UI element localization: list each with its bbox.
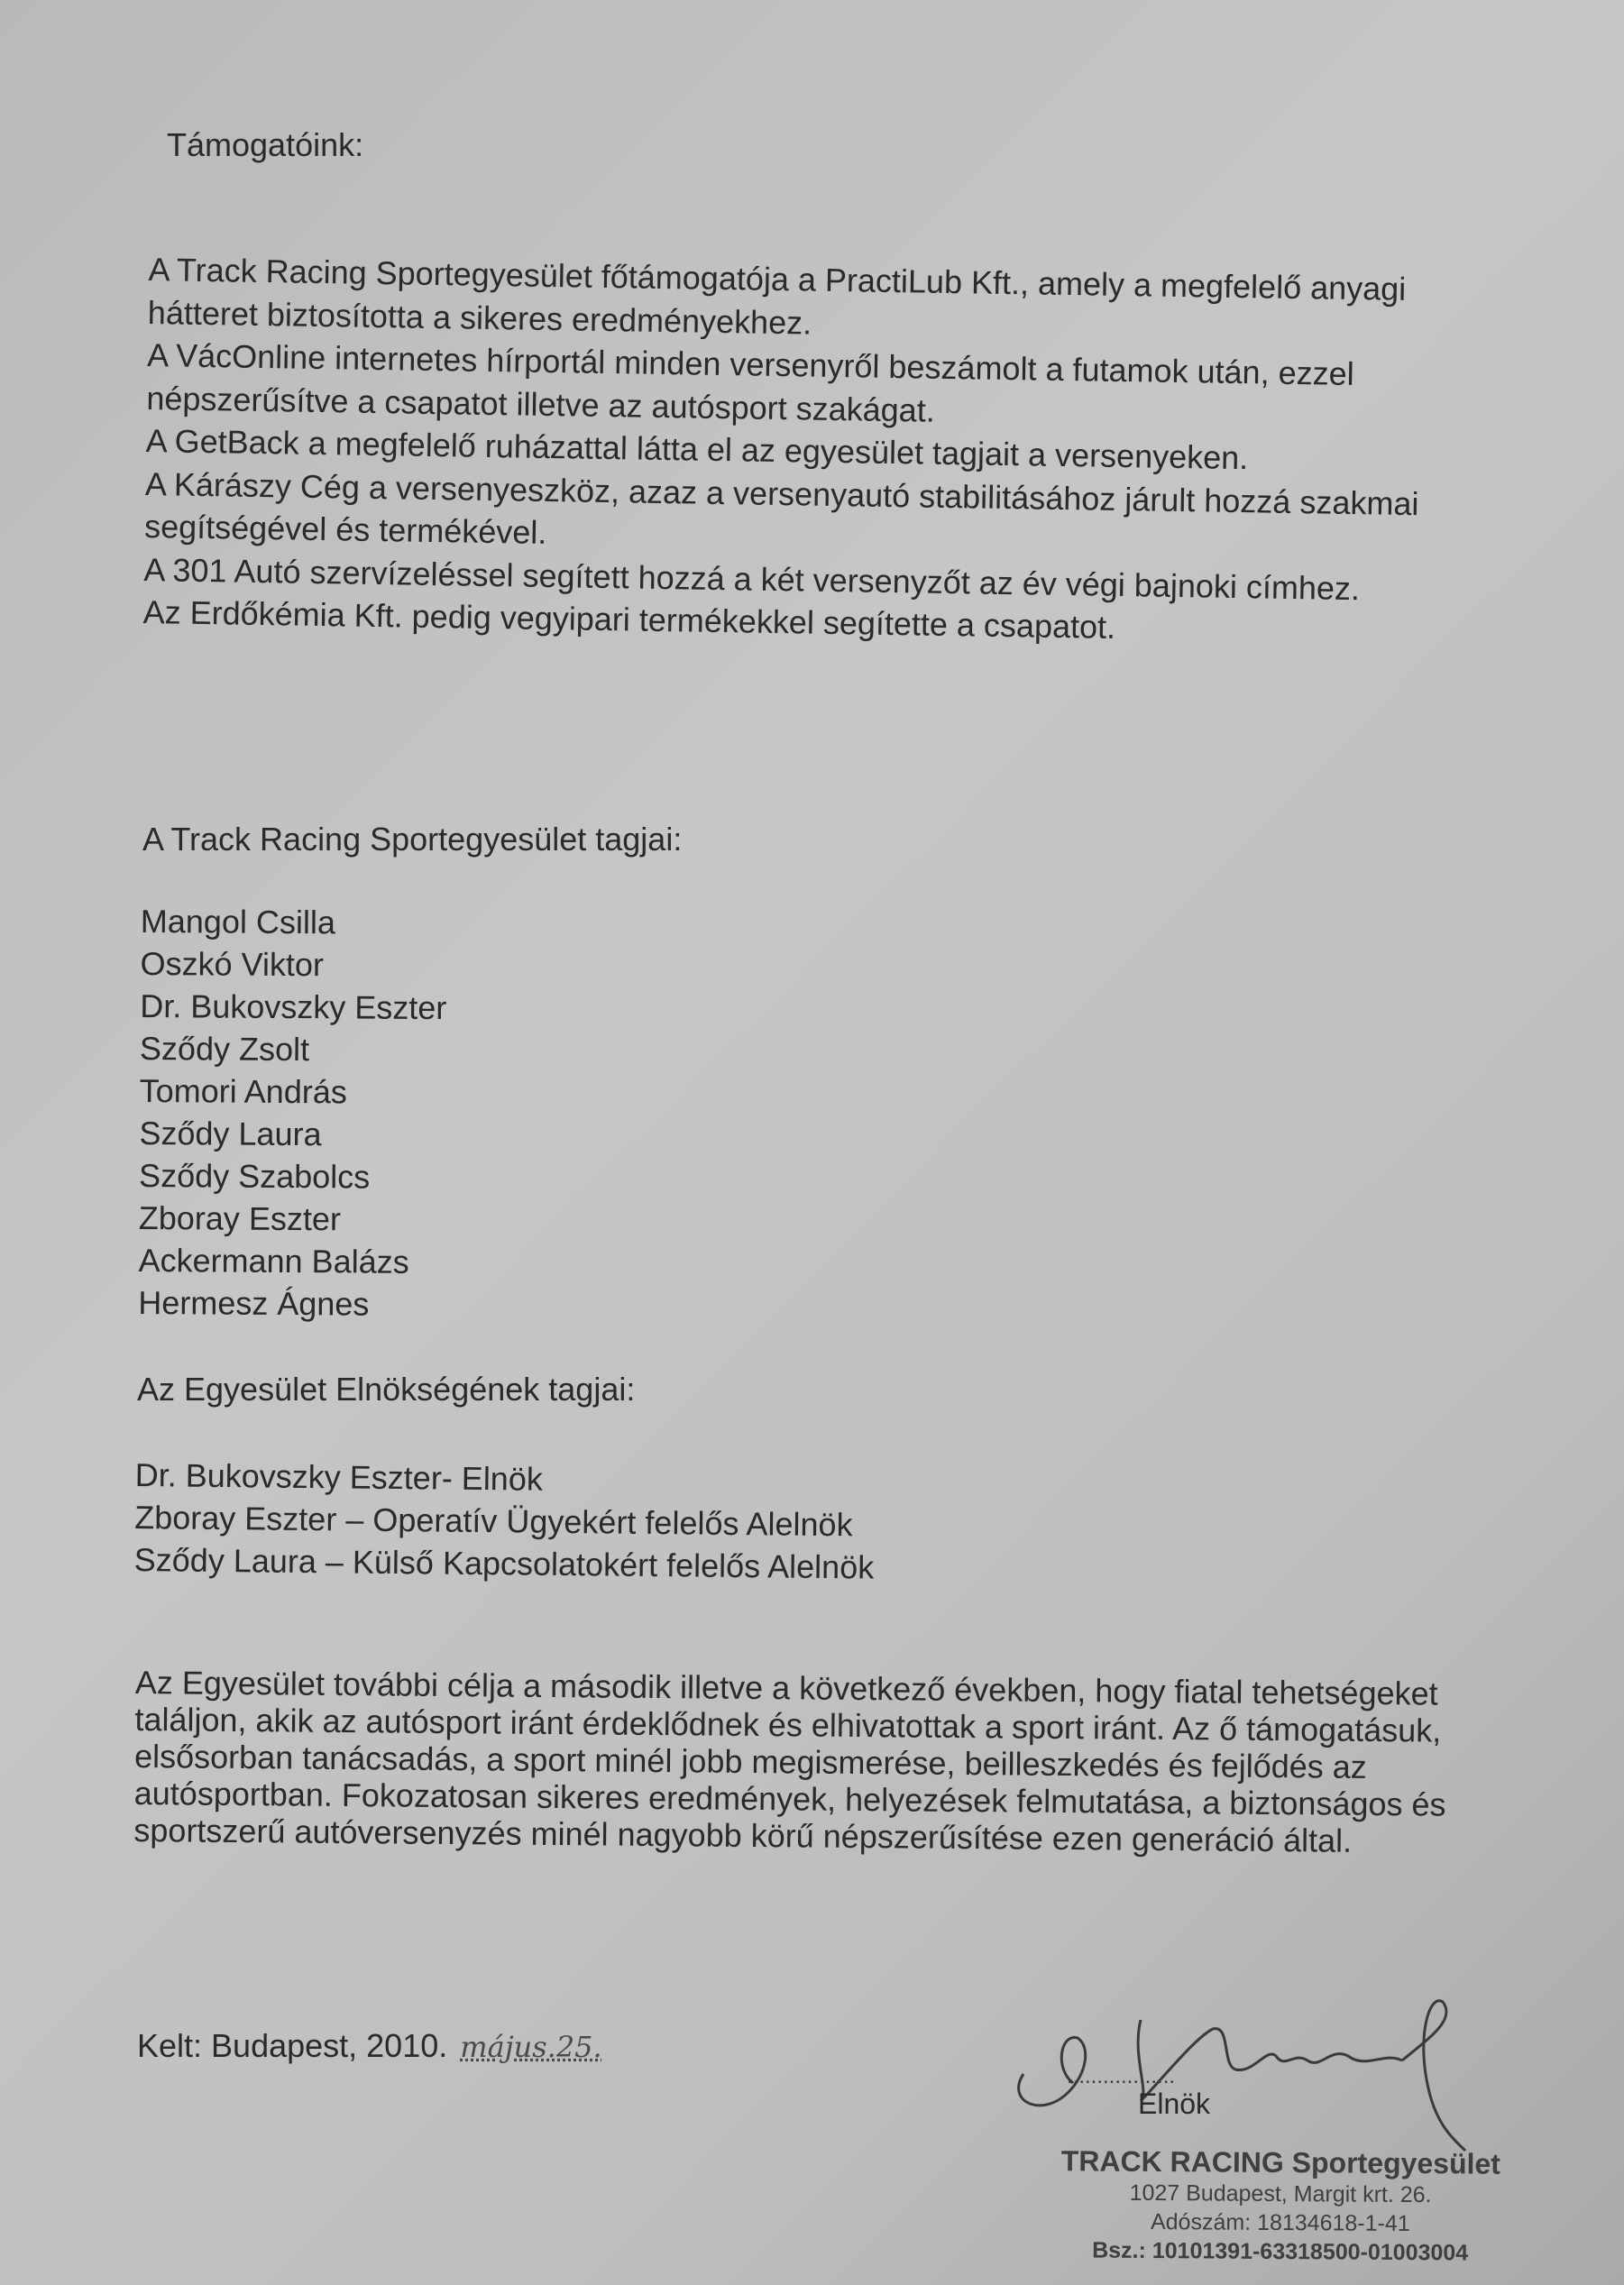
stamp-org-name: TRACK RACING Sportegyesület — [1060, 2144, 1501, 2180]
member-item: Sződy Laura — [139, 1114, 322, 1153]
stamp-tax-number: Adószám: 18134618-1-41 — [1150, 2208, 1410, 2237]
organization-stamp — [1028, 2144, 1534, 2268]
board-member-item: Zboray Eszter – Operatív Ügyekért felelős Alelnök — [134, 1498, 853, 1544]
member-item: Sződy Szabolcs — [139, 1156, 371, 1196]
board-member-item: Dr. Bukovszky Eszter- Elnök — [134, 1455, 544, 1498]
board-heading: Az Egyesület Elnökségének tagjai: — [137, 1371, 636, 1408]
member-item: Oszkó Viktor — [140, 944, 325, 984]
member-item: Zboray Eszter — [138, 1198, 342, 1238]
sponsor-paragraph: A Kárászy Cég a versenyeszköz, azaz a versenyautó stabilitásához járult hozzá szakmai segítségével és termékével. — [143, 464, 1419, 552]
board-member-item: Sződy Laura – Külső Kapcsolatokért felelős Alelnök — [133, 1540, 875, 1586]
dated-label: Kelt: Budapest, 2010. — [137, 2027, 448, 2064]
sponsors-section — [142, 248, 1465, 655]
signature-role: Elnök — [1138, 2088, 1211, 2120]
sponsor-paragraph: A VácOnline internetes hírportál minden versenyről beszámolt a futamok után, ezzel népszerűsítve a csapatot illetve az autósport szakágat. — [146, 336, 1354, 429]
members-list — [138, 900, 447, 1326]
dated-line — [137, 2027, 602, 2065]
board-list — [134, 1454, 876, 1589]
member-item: Sződy Zsolt — [139, 1029, 310, 1069]
sponsor-paragraph: A 301 Autó szervízeléssel segített hozzá a két versenyzőt az év végi bajnoki címhez. — [143, 550, 1361, 607]
members-heading: A Track Racing Sportegyesület tagjai: — [142, 821, 683, 858]
sponsors-heading: Támogatóink: — [167, 126, 364, 163]
sponsor-paragraph: A GetBack a megfelelő ruházattal látta el az egyesület tagjait a versenyeken. — [145, 422, 1249, 477]
sponsor-paragraph: A Track Racing Sportegyesület főtámogatója a PractiLub Kft., amely a megfelelő anyagi hátteret biztosította a sikeres eredményekhez. — [147, 250, 1407, 342]
member-item: Tomori András — [139, 1071, 347, 1111]
stamp-address: 1027 Budapest, Margit krt. 26. — [1129, 2179, 1432, 2208]
sponsor-paragraph: Az Erdőkémia Kft. pedig vegyipari termékekkel segítette a csapatot. — [142, 593, 1116, 647]
member-item: Hermesz Ágnes — [138, 1283, 370, 1323]
stamp-bank-account: Bsz.: 10101391-63318500-01003004 — [1092, 2237, 1469, 2266]
handwritten-date: május.25. — [460, 2030, 602, 2064]
member-item: Dr. Bukovszky Eszter — [140, 986, 447, 1027]
member-item: Mangol Csilla — [140, 902, 336, 941]
signature-scribble — [1005, 1984, 1474, 2155]
member-item: Ackermann Balázs — [138, 1241, 409, 1280]
goals-paragraph: Az Egyesület további célja a második illetve a következő években, hogy fiatal tehetségeket találjon, akik az autósport iránt érdeklődnek és elhivatottak a sport iránt. Az ő támogatásuk, elsősorban tanácsadás, a sport minél jobb megismerése, beilleszkedés és fejlődés az autósportban. Fokozatosan sikeres eredmények, helyezések felmutatása, a biztonságos és sportszerű autóversenyzés minél nagyobb körű népszerűsítése ezen generáció által. — [133, 1664, 1446, 1859]
signature-dots: .................. — [1067, 2064, 1176, 2088]
